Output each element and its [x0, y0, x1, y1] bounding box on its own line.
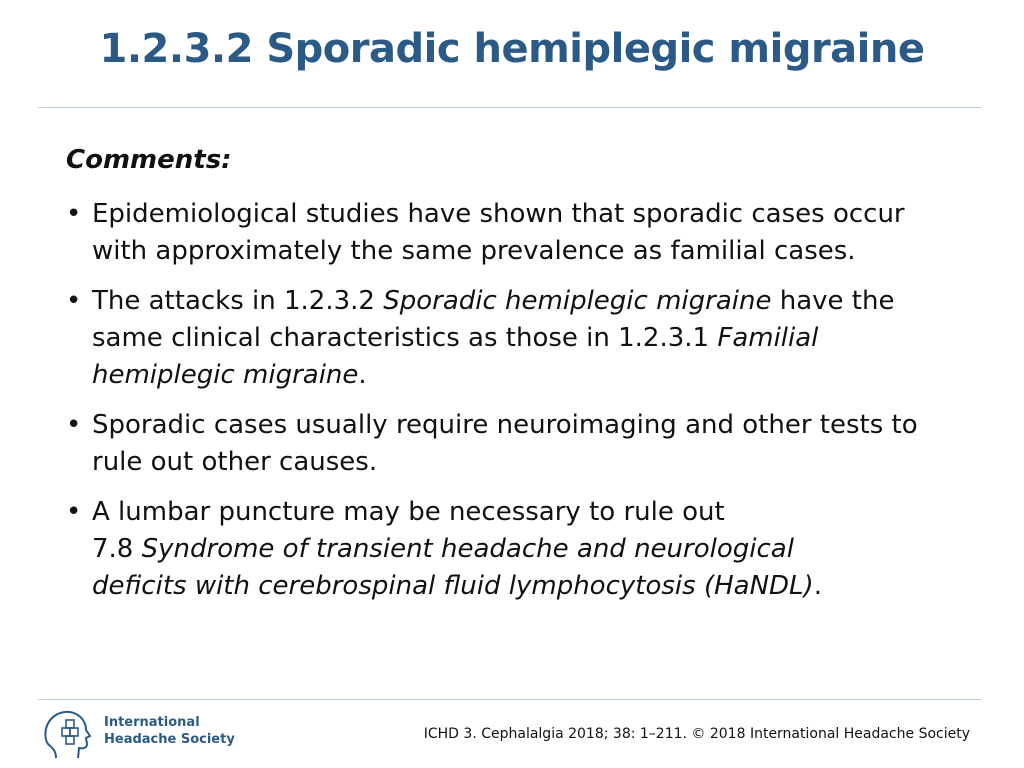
bullet-text-line: with approximately the same prevalence as familial cases.: [92, 236, 856, 266]
ihs-head-profile-icon: [42, 708, 102, 760]
bullet-item: [66, 283, 966, 394]
bullet-text: have the: [771, 286, 895, 316]
slide-title: 1.2.3.2 Sporadic hemiplegic migraine: [99, 26, 925, 72]
bullet-item: [66, 407, 966, 481]
bullet-dot: •: [66, 497, 82, 527]
bullet-item: [66, 494, 966, 605]
bullet-list: [66, 196, 966, 618]
bullet-text-line: A lumbar puncture may be necessary to rule out: [92, 497, 725, 527]
bullet-italic-text: deficits with cerebrospinal fluid lymphocytosis (HaNDL): [92, 571, 814, 601]
citation-text: ICHD 3. Cephalalgia 2018; 38: 1–211. © 2018 International Headache Society: [423, 726, 970, 742]
bullet-italic-text: Sporadic hemiplegic migraine: [383, 286, 772, 316]
bullet-text: 7.8: [92, 534, 142, 564]
bullet-text-line: [92, 568, 966, 605]
bullet-italic-text: Familial: [717, 323, 819, 353]
bullet-dot: •: [66, 410, 82, 440]
bullet-text-line: rule out other causes.: [92, 447, 378, 477]
logo-line: International: [104, 715, 200, 730]
footer-divider: [38, 699, 981, 700]
bullet-text-line: [92, 283, 966, 320]
bullet-dot: •: [66, 286, 82, 316]
bullet-italic-text: Syndrome of transient headache and neurological: [141, 534, 794, 564]
bullet-text-line: Epidemiological studies have shown that sporadic cases occur: [92, 199, 905, 229]
ihs-logo: [42, 708, 242, 760]
bullet-text-line: [92, 531, 966, 568]
bullet-italic-text: hemiplegic migraine: [92, 360, 359, 390]
bullet-text: .: [813, 571, 822, 601]
bullet-text: .: [358, 360, 367, 390]
bullet-text: same clinical characteristics as those in 1.2.3.1: [92, 323, 718, 353]
bullet-text-line: Sporadic cases usually require neuroimaging and other tests to: [92, 410, 918, 440]
title-divider: [38, 107, 981, 108]
logo-line: Headache Society: [104, 732, 235, 747]
bullet-text-line: [92, 357, 966, 394]
bullet-dot: •: [66, 199, 82, 229]
comments-heading: Comments:: [66, 145, 232, 175]
bullet-text-line: [92, 320, 966, 357]
ihs-logo-text: [104, 714, 235, 748]
bullet-item: [66, 196, 966, 270]
bullet-text: The attacks in 1.2.3.2: [92, 286, 384, 316]
